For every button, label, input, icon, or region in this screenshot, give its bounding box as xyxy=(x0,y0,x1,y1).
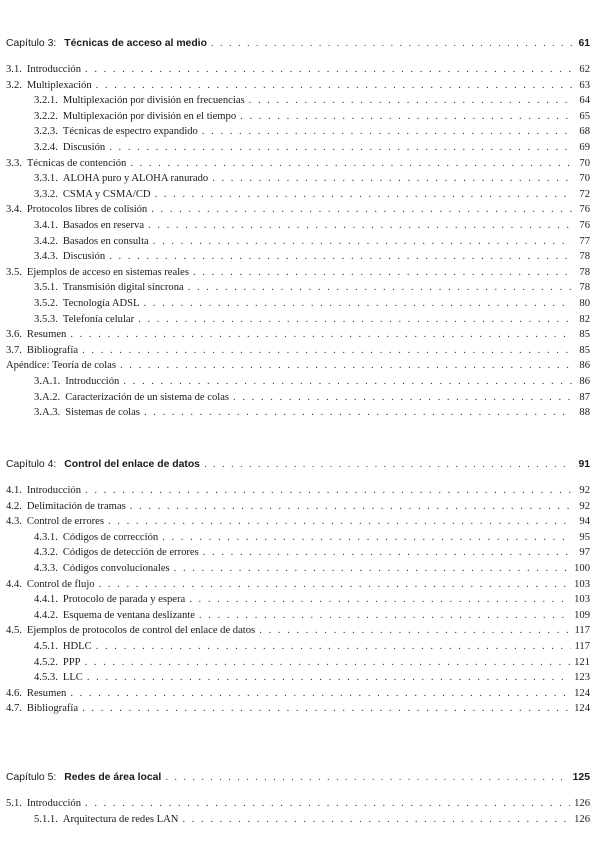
toc-entry[interactable] xyxy=(34,657,590,673)
toc-entry-label xyxy=(6,703,78,714)
toc-entry-label xyxy=(6,267,189,278)
section-title: Delimitación de tramas xyxy=(26,500,126,512)
section-page-number: 82 xyxy=(579,313,590,325)
toc-entry-label xyxy=(34,392,229,403)
section-title: Discusión xyxy=(62,142,106,153)
dot-leader xyxy=(70,329,572,340)
toc-entry[interactable] xyxy=(6,204,590,220)
section-page-number: 63 xyxy=(579,79,590,91)
chapter-heading-label xyxy=(6,38,207,49)
dot-leader xyxy=(233,392,572,403)
section-title: Resumen xyxy=(26,687,67,699)
section-title: Caracterización de un sistema de colas xyxy=(65,391,230,403)
section-page-number: 109 xyxy=(574,609,590,621)
toc-entry[interactable] xyxy=(34,641,590,657)
section-number: 3.6. xyxy=(6,329,22,341)
section-number: 3.A.2. xyxy=(34,391,61,403)
toc-entry[interactable] xyxy=(6,345,590,361)
toc-entry[interactable] xyxy=(34,126,590,142)
toc-entry-label xyxy=(6,64,81,75)
chapter-heading-label xyxy=(6,459,200,470)
toc-entry-label xyxy=(6,516,104,527)
toc-entry[interactable] xyxy=(34,407,590,423)
toc-entry[interactable] xyxy=(34,282,590,298)
toc-entry[interactable] xyxy=(34,392,590,408)
section-title: Discusión xyxy=(62,251,106,263)
section-number: 3.5.1. xyxy=(34,282,58,294)
section-page-number: 77 xyxy=(579,235,590,247)
section-page-number: 86 xyxy=(579,360,590,372)
dot-leader xyxy=(193,267,572,278)
section-title: Multiplexación por división en frecuencias xyxy=(62,95,245,107)
chapter-page-number: 125 xyxy=(572,772,590,783)
section-title: Esquema de ventana deslizante xyxy=(62,609,195,621)
section-title: LLC xyxy=(62,672,83,684)
dot-leader xyxy=(153,236,572,247)
toc-entry-label xyxy=(34,189,151,200)
section-page-number: 88 xyxy=(579,407,590,419)
section-page-number: 86 xyxy=(579,376,590,387)
dot-leader xyxy=(189,594,570,605)
toc-entry[interactable] xyxy=(34,236,590,252)
toc-entry-label xyxy=(34,236,149,247)
section-number: 3.5.2. xyxy=(34,298,58,309)
section-title: Control de flujo xyxy=(26,578,95,590)
toc-entry[interactable] xyxy=(34,532,590,548)
toc-entry[interactable] xyxy=(34,376,590,392)
section-page-number: 97 xyxy=(579,547,590,559)
section-page-number: 62 xyxy=(579,64,590,75)
toc-entry[interactable] xyxy=(34,251,590,267)
dot-leader xyxy=(188,282,572,293)
section-number: 3.A.1. xyxy=(34,376,61,387)
section-title: Multiplexación por división en el tiempo xyxy=(62,110,237,122)
section-page-number: 117 xyxy=(574,641,590,652)
section-title: Bibliografía xyxy=(26,344,79,356)
chapter-page-number: 91 xyxy=(578,459,590,470)
section-number: 4.2. xyxy=(6,500,22,512)
section-number: 4.5.1. xyxy=(34,641,58,652)
toc-entry-label xyxy=(34,657,81,668)
section-number: 4.6. xyxy=(6,687,22,699)
section-number: 4.3.3. xyxy=(34,563,58,574)
toc-entry[interactable] xyxy=(6,360,590,376)
section-title: Arquitectura de redes LAN xyxy=(62,813,179,825)
section-page-number: 70 xyxy=(579,173,590,185)
section-page-number: 85 xyxy=(579,329,590,341)
dot-leader xyxy=(85,64,572,75)
chapter-title: Técnicas de acceso al medio xyxy=(64,38,207,49)
section-title: Códigos de corrección xyxy=(62,531,159,543)
section-page-number: 117 xyxy=(574,625,590,637)
toc-entry-label xyxy=(6,625,255,636)
section-title: Ejemplos de protocolos de control del enlace de datos xyxy=(26,625,256,637)
section-title: Protocolo de parada y espera xyxy=(62,594,186,606)
section-number: 3.3.1. xyxy=(34,173,58,185)
chapter-heading[interactable] xyxy=(6,459,590,475)
toc-entry[interactable] xyxy=(34,95,590,111)
section-page-number: 64 xyxy=(579,95,590,107)
toc-entry[interactable] xyxy=(6,798,590,814)
toc-entry[interactable] xyxy=(6,329,590,345)
chapter-page-number: 61 xyxy=(578,38,590,49)
dot-leader xyxy=(148,220,572,231)
section-page-number: 126 xyxy=(574,813,590,825)
toc-entry-label xyxy=(34,251,105,262)
section-title: Códigos de detección de errores xyxy=(62,547,199,559)
toc-entry[interactable] xyxy=(34,672,590,688)
dot-leader xyxy=(240,111,572,122)
section-title: Telefonía celular xyxy=(62,313,135,325)
section-page-number: 124 xyxy=(574,703,590,715)
section-page-number: 123 xyxy=(574,672,590,684)
section-page-number: 76 xyxy=(579,220,590,231)
dot-leader xyxy=(108,516,572,527)
section-title: Basados en consulta xyxy=(62,235,149,247)
section-page-number: 103 xyxy=(574,578,590,590)
toc-entry[interactable] xyxy=(34,594,590,610)
dot-leader xyxy=(204,459,572,470)
toc-entry-label xyxy=(34,142,105,153)
section-title: Apéndice: Teoría de colas xyxy=(6,360,116,372)
dot-leader xyxy=(144,407,572,418)
dot-leader xyxy=(174,563,570,574)
toc-entry-label xyxy=(34,641,92,652)
dot-leader xyxy=(202,126,572,137)
section-page-number: 78 xyxy=(579,282,590,294)
toc-entry[interactable] xyxy=(6,158,590,174)
toc-entry-label xyxy=(34,95,245,106)
section-number: 4.3.2. xyxy=(34,547,58,559)
toc-entry[interactable] xyxy=(34,563,590,579)
section-number: 3.7. xyxy=(6,344,22,356)
toc-entry-label xyxy=(6,345,78,356)
toc-entry[interactable] xyxy=(6,267,590,283)
section-page-number: 78 xyxy=(579,251,590,263)
section-title: Sistemas de colas xyxy=(65,407,140,419)
dot-leader xyxy=(96,80,572,91)
toc-entry[interactable] xyxy=(34,814,590,830)
section-title: Introducción xyxy=(26,798,82,809)
dot-leader xyxy=(199,610,570,621)
section-page-number: 69 xyxy=(579,142,590,153)
toc-entry-label xyxy=(34,314,134,325)
section-title: Introducción xyxy=(26,485,82,496)
toc-entry-label xyxy=(6,360,116,371)
dot-leader xyxy=(259,625,570,636)
toc-entry-label xyxy=(34,672,83,683)
dot-leader xyxy=(99,579,571,590)
toc-entry-label xyxy=(6,579,95,590)
dot-leader xyxy=(70,688,570,699)
toc-entry-label xyxy=(34,282,184,293)
dot-leader xyxy=(155,189,572,200)
section-number: 3.5.3. xyxy=(34,313,58,325)
section-number: 3.4. xyxy=(6,204,22,216)
section-page-number: 103 xyxy=(574,594,590,606)
section-title: Ejemplos de acceso en sistemas reales xyxy=(26,266,189,278)
chapter-number-label: Capítulo 3: xyxy=(6,38,57,49)
dot-leader xyxy=(182,814,570,825)
dot-leader xyxy=(109,142,572,153)
section-number: 4.4.1. xyxy=(34,594,58,606)
chapter-heading[interactable] xyxy=(6,772,590,788)
dot-leader xyxy=(87,672,570,683)
dot-leader xyxy=(120,360,572,371)
section-page-number: 72 xyxy=(579,188,590,200)
section-number: 5.1. xyxy=(6,798,22,809)
section-number: 3.5. xyxy=(6,266,22,278)
toc-entry-label xyxy=(34,126,198,137)
section-number: 4.7. xyxy=(6,703,22,715)
dot-leader xyxy=(165,772,568,783)
chapter-heading-label xyxy=(6,772,161,783)
section-title: Tecnología ADSL xyxy=(62,298,140,309)
section-page-number: 80 xyxy=(579,298,590,309)
section-number: 4.5. xyxy=(6,625,22,637)
dot-leader xyxy=(211,38,572,49)
toc-entry-label xyxy=(6,501,126,512)
section-page-number: 92 xyxy=(579,500,590,512)
toc-entry[interactable] xyxy=(34,111,590,127)
dot-leader xyxy=(138,314,572,325)
section-number: 4.5.2. xyxy=(34,656,58,668)
section-title: Resumen xyxy=(26,329,67,341)
dot-leader xyxy=(123,376,572,387)
section-title: Control de errores xyxy=(26,516,104,528)
section-number: 3.1. xyxy=(6,64,22,75)
section-title: Basados en reserva xyxy=(62,220,145,231)
section-page-number: 95 xyxy=(579,531,590,543)
section-number: 3.2.2. xyxy=(34,110,58,122)
dot-leader xyxy=(85,657,571,668)
section-number: 4.3.1. xyxy=(34,531,58,543)
toc-entry-label xyxy=(6,798,81,809)
section-page-number: 65 xyxy=(579,110,590,122)
toc-entry-label xyxy=(6,80,92,91)
dot-leader xyxy=(203,547,572,558)
toc-entry[interactable] xyxy=(34,547,590,563)
chapter-title: Redes de área local xyxy=(64,772,162,783)
section-title: Técnicas de contención xyxy=(26,157,127,169)
section-number: 3.3. xyxy=(6,157,22,169)
dot-leader xyxy=(85,485,572,496)
toc-entry-label xyxy=(6,688,66,699)
dot-leader xyxy=(212,173,572,184)
chapter-heading[interactable] xyxy=(6,38,590,54)
toc-entry[interactable] xyxy=(6,625,590,641)
section-page-number: 126 xyxy=(574,798,590,809)
toc-entry-label xyxy=(34,407,140,418)
toc-entry[interactable] xyxy=(34,189,590,205)
section-title: Multiplexación xyxy=(26,79,92,91)
section-page-number: 124 xyxy=(574,687,590,699)
section-title: CSMA y CSMA/CD xyxy=(62,188,151,200)
toc-entry[interactable] xyxy=(6,64,590,80)
section-page-number: 87 xyxy=(579,391,590,403)
toc-entry-label xyxy=(6,485,81,496)
section-title: HDLC xyxy=(62,641,92,652)
dot-leader xyxy=(143,298,572,309)
dot-leader xyxy=(96,641,571,652)
section-number: 3.2.3. xyxy=(34,126,58,138)
section-page-number: 68 xyxy=(579,126,590,138)
toc-entry[interactable] xyxy=(6,579,590,595)
toc-entry-label xyxy=(6,158,126,169)
toc-entry[interactable] xyxy=(34,142,590,158)
section-page-number: 121 xyxy=(574,656,590,668)
section-title: Técnicas de espectro expandido xyxy=(62,126,198,138)
section-number: 3.A.3. xyxy=(34,407,61,419)
toc-entry[interactable] xyxy=(6,485,590,501)
toc-entry-label xyxy=(6,204,147,215)
section-page-number: 100 xyxy=(574,563,590,574)
section-number: 3.3.2. xyxy=(34,188,58,200)
toc-entry-label xyxy=(34,610,195,621)
toc-entry[interactable] xyxy=(6,703,590,719)
toc-entry-label xyxy=(34,220,144,231)
section-page-number: 78 xyxy=(579,266,590,278)
chapter-number-label: Capítulo 4: xyxy=(6,459,57,470)
section-number: 3.2. xyxy=(6,79,22,91)
section-title: Introducción xyxy=(26,64,82,75)
toc-entry-label xyxy=(6,329,66,340)
toc-entry-label xyxy=(34,173,208,184)
section-number: 4.5.3. xyxy=(34,672,58,684)
section-title: Introducción xyxy=(65,376,120,387)
dot-leader xyxy=(162,532,572,543)
section-number: 3.2.1. xyxy=(34,95,58,107)
section-number: 4.4.2. xyxy=(34,609,58,621)
toc-entry-label xyxy=(34,111,236,122)
toc-entry[interactable] xyxy=(34,298,590,314)
toc-entry-label xyxy=(34,547,199,558)
dot-leader xyxy=(151,204,572,215)
section-title: Códigos convolucionales xyxy=(62,563,170,574)
toc-entry[interactable] xyxy=(6,501,590,517)
toc-entry-label xyxy=(34,594,185,605)
dot-leader xyxy=(249,95,572,106)
section-number: 4.1. xyxy=(6,485,22,496)
section-page-number: 85 xyxy=(579,344,590,356)
chapter-title: Control del enlace de datos xyxy=(64,459,200,470)
toc-entry[interactable] xyxy=(6,516,590,532)
section-number: 3.2.4. xyxy=(34,142,58,153)
dot-leader xyxy=(85,798,570,809)
dot-leader xyxy=(82,345,572,356)
toc-entry-label xyxy=(34,298,139,309)
toc-entry[interactable] xyxy=(6,688,590,704)
dot-leader xyxy=(109,251,572,262)
toc-entry-label xyxy=(34,563,170,574)
toc-entry-label xyxy=(34,532,158,543)
section-title: ALOHA puro y ALOHA ranurado xyxy=(62,173,209,185)
section-page-number: 70 xyxy=(579,157,590,169)
section-title: Transmisión digital síncrona xyxy=(62,282,184,294)
dot-leader xyxy=(130,501,572,512)
toc-entry[interactable] xyxy=(34,314,590,330)
toc-entry[interactable] xyxy=(34,220,590,236)
section-title: Protocolos libres de colisión xyxy=(26,204,148,216)
section-page-number: 76 xyxy=(579,204,590,216)
section-number: 4.3. xyxy=(6,516,22,528)
section-number: 4.4. xyxy=(6,578,22,590)
toc-entry[interactable] xyxy=(34,173,590,189)
section-title: PPP xyxy=(62,656,81,668)
section-number: 3.4.3. xyxy=(34,251,58,263)
toc-entry[interactable] xyxy=(34,610,590,626)
chapter-number-label: Capítulo 5: xyxy=(6,772,57,783)
section-title: Bibliografía xyxy=(26,703,79,715)
toc-entry-label xyxy=(34,814,178,825)
section-number: 5.1.1. xyxy=(34,813,58,825)
toc-entry-label xyxy=(34,376,119,387)
dot-leader xyxy=(82,703,570,714)
section-page-number: 92 xyxy=(579,485,590,496)
section-number: 3.4.2. xyxy=(34,235,58,247)
section-page-number: 94 xyxy=(579,516,590,528)
toc-entry[interactable] xyxy=(6,80,590,96)
dot-leader xyxy=(130,158,572,169)
section-number: 3.4.1. xyxy=(34,220,58,231)
